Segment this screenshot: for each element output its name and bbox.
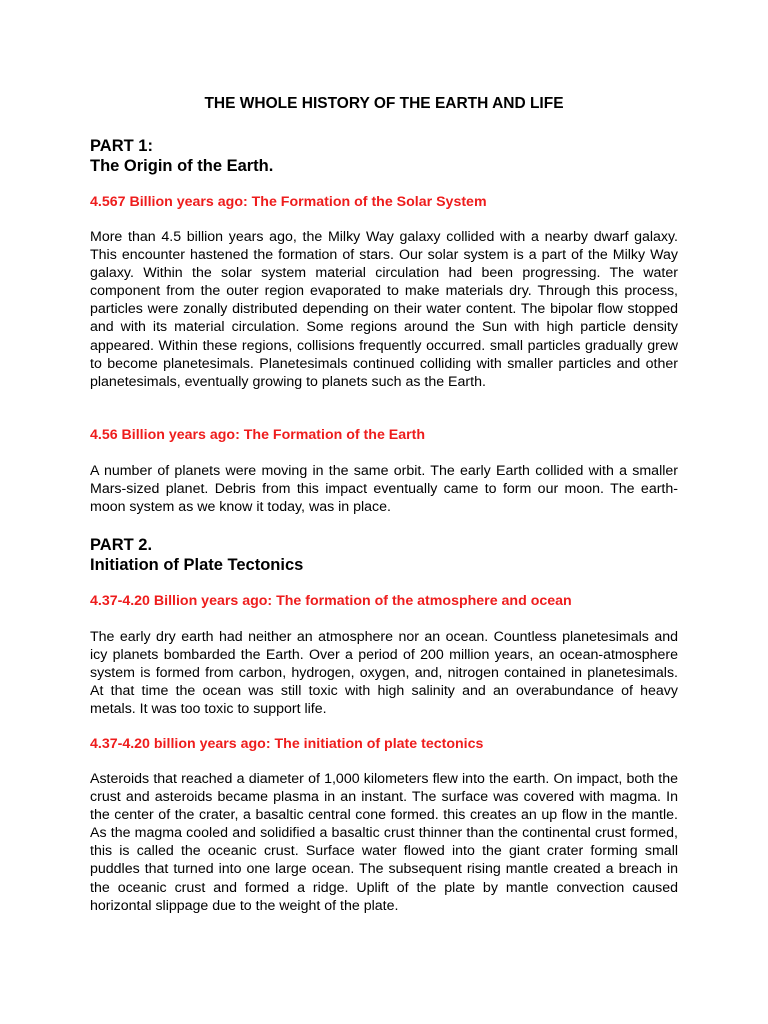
section-body-atmosphere-ocean: The early dry earth had neither an atmosphere nor an ocean. Countless planetesimals and icy planets bombarded the Earth. Over a period of 200 million years, an ocean-atmosphere system is formed from carbon, hydrogen, oxygen, and, nitrogen contained in planetesimals. At that time the ocean was still toxic with high salinity and an overabundance of heavy metals. It was too toxic to support life. — [90, 629, 678, 718]
part-1-label: PART 1: — [90, 137, 153, 155]
section-heading-plate-tectonics: 4.37-4.20 billion years ago: The initiation of plate tectonics — [90, 736, 484, 752]
section-heading-earth-formation: 4.56 Billion years ago: The Formation of the Earth — [90, 427, 426, 443]
section-body-earth-formation: A number of planets were moving in the same orbit. The early Earth collided with a smaller Mars-sized planet. Debris from this impact eventually came to form our moon. The earth-moon system as we know it today, was in place. — [90, 463, 678, 516]
part-2-subtitle: Initiation of Plate Tectonics — [90, 556, 304, 574]
section-heading-atmosphere-ocean: 4.37-4.20 Billion years ago: The formation of the atmosphere and ocean — [90, 593, 572, 609]
part-1-subtitle: The Origin of the Earth. — [90, 157, 274, 175]
document-title: THE WHOLE HISTORY OF THE EARTH AND LIFE — [204, 95, 564, 112]
section-body-solar-system: More than 4.5 billion years ago, the Milky Way galaxy collided with a nearby dwarf galaxy. This encounter hastened the formation of stars. Our solar system is a part of the Milky Way galaxy. Within the solar system material circulation had been progressing. The water component from the outer region evaporated to make materials dry. Through this process, particles were zonally distributed depending on their water content. The bipolar flow stopped and with its material circulation. Some regions around the Sun with high particle density appeared. Within these regions, collisions frequently occurred. small particles gradually grew to become planetesimals. Planetesimals continued colliding with smaller particles and other planetesimals, eventually growing to planets such as the Earth. — [90, 229, 678, 390]
section-heading-solar-system: 4.567 Billion years ago: The Formation of the Solar System — [90, 194, 487, 210]
section-body-plate-tectonics: Asteroids that reached a diameter of 1,000 kilometers flew into the earth. On impact, both the crust and asteroids became plasma in an instant. The surface was covered with magma. In the center of the crater, a basaltic central cone formed. this creates an up flow in the mantle. As the magma cooled and solidified a basaltic crust thinner than the continental crust formed, this is called the oceanic crust. Surface water flowed into the giant crater forming small puddles that turned into one large ocean. The subsequent rising mantle created a breach in the oceanic crust and formed a ridge. Uplift of the plate by mantle convection caused horizontal slippage due to the weight of the plate. — [90, 771, 678, 914]
part-2-label: PART 2. — [90, 536, 153, 554]
